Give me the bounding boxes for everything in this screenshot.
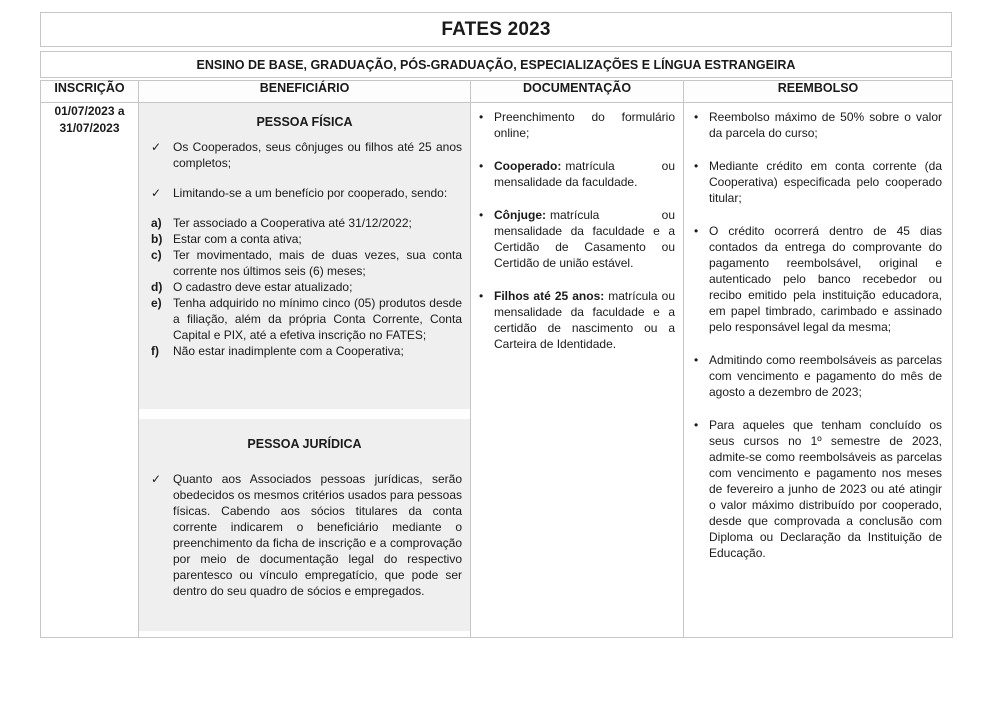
column-header-beneficiario: BENEFICIÁRIO (139, 81, 471, 103)
list-item (147, 231, 462, 247)
item-text: Não estar inadimplente com a Cooperativa; (173, 344, 404, 358)
item-body: Preenchimento do formulário online; (494, 110, 675, 140)
list-item (694, 417, 942, 561)
item-text: Para aqueles que tenham concluído os seus cursos no 1º semestre de 2023, admite-se como reembolsáveis as parcelas com vencimento e pagamento nos meses de fevereiro a junho de 2023 ou até atingir o valor máximo distribuído por cooperado, desde que comprovada a conclusão com Diploma ou Declaração da Instituição de Educação. (709, 418, 942, 560)
inscription-period (41, 103, 138, 137)
item-text: Ter movimentado, mais de duas vezes, sua conta corrente nos últimos seis (6) meses; (173, 248, 462, 278)
check-item (147, 185, 462, 201)
check-item-text: Quanto aos Associados pessoas jurídicas, serão obedecidos os mesmos critérios usados para pessoas físicas. Cabendo aos sócios titulares da conta corrente indicarem o beneficiário mediante o preenchimento da ficha de inscrição e a comprovação por meio de documentação legal do respectivo parentesco ou vínculo empregatício, que pode ser dentro do seu quadro de sócios e empregados. (173, 472, 462, 598)
title-bar (40, 12, 952, 47)
bullet-icon: • (694, 418, 699, 432)
period-line-1: 01/07/2023 a (54, 104, 125, 118)
pessoa-juridica-block (139, 419, 470, 631)
check-item (147, 139, 462, 171)
body-row (41, 103, 953, 638)
check-icon: ✓ (151, 472, 162, 486)
item-text (494, 158, 675, 190)
list-item (694, 352, 942, 400)
list-item (479, 207, 675, 271)
item-lead: Filhos até 25 anos: (494, 289, 605, 303)
item-text: Estar com a conta ativa; (173, 232, 302, 246)
document-table (40, 80, 953, 638)
item-marker: a) (151, 216, 162, 230)
check-item-text: Os Cooperados, seus cônjuges ou filhos até 25 anos completos; (173, 140, 462, 170)
bullet-icon: • (479, 208, 484, 222)
list-item (147, 279, 462, 295)
list-item (479, 288, 675, 352)
item-text: Ter associado a Cooperativa até 31/12/2022; (173, 216, 412, 230)
header-row (41, 81, 953, 103)
check-item-text: Limitando-se a um benefício por cooperado, sendo: (173, 186, 448, 200)
item-marker: d) (151, 280, 163, 294)
item-text (494, 207, 675, 271)
pessoa-fisica-block (139, 103, 470, 409)
cell-inscricao (41, 103, 139, 638)
item-lead: Cooperado: (494, 159, 562, 173)
page-title: FATES 2023 (441, 18, 551, 40)
bullet-icon: • (694, 159, 699, 173)
item-text: Admitindo como reembolsáveis as parcelas com vencimento e pagamento do mês de agosto a dezembro de 2023; (709, 353, 942, 399)
cell-reembolso (684, 103, 953, 638)
item-marker: f) (151, 344, 159, 358)
period-line-2: 31/07/2023 (59, 121, 120, 135)
column-header-documentacao: DOCUMENTAÇÃO (471, 81, 684, 103)
list-item (147, 343, 462, 359)
pessoa-juridica-heading: PESSOA JURÍDICA (247, 437, 362, 451)
documentacao-list (471, 103, 683, 358)
item-marker: c) (151, 248, 162, 262)
item-text (494, 288, 675, 352)
item-marker: e) (151, 296, 162, 310)
subtitle-bar (40, 51, 952, 78)
item-marker: b) (151, 232, 163, 246)
document-page (40, 12, 952, 638)
bullet-icon: • (694, 224, 699, 238)
item-body: matrícula ou mensalidade da faculdade. (494, 159, 675, 189)
list-item (479, 158, 675, 190)
item-lead: Cônjuge: (494, 208, 546, 222)
reembolso-list (684, 103, 952, 567)
list-item (479, 109, 675, 141)
list-item (147, 247, 462, 279)
item-body: matrícula ou mensalidade da faculdade e a Certidão de Casamento ou Certidão de união estável. (494, 208, 675, 270)
page-subtitle: ENSINO DE BASE, GRADUAÇÃO, PÓS-GRADUAÇÃO, ESPECIALIZAÇÕES E LÍNGUA ESTRANGEIRA (196, 57, 796, 72)
bullet-icon: • (479, 159, 484, 173)
lettered-list (147, 215, 462, 359)
list-item (694, 158, 942, 206)
item-body: matrícula ou mensalidade da faculdade e a certidão de nascimento ou a Carteira de Identidade. (494, 289, 675, 351)
pessoa-fisica-heading: PESSOA FÍSICA (256, 115, 353, 129)
column-header-reembolso: REEMBOLSO (684, 81, 953, 103)
list-item (694, 223, 942, 335)
check-icon: ✓ (151, 140, 162, 154)
bullet-icon: • (479, 289, 484, 303)
list-item (694, 109, 942, 141)
bullet-icon: • (479, 110, 484, 124)
item-text: Reembolso máximo de 50% sobre o valor da parcela do curso; (709, 110, 942, 140)
bullet-icon: • (694, 110, 699, 124)
item-text: Mediante crédito em conta corrente (da Cooperativa) especificada pelo cooperado titular; (709, 159, 942, 205)
list-item (147, 215, 462, 231)
cell-documentacao (471, 103, 684, 638)
item-text: Tenha adquirido no mínimo cinco (05) produtos desde a filiação, além da própria Conta Corrente, Conta Capital e PIX, até a efetiva inscrição no FATES; (173, 296, 462, 342)
cell-beneficiario (139, 103, 471, 638)
bullet-icon: • (694, 353, 699, 367)
check-icon: ✓ (151, 186, 162, 200)
item-text: O crédito ocorrerá dentro de 45 dias contados da entrega do comprovante do pagamento reembolsável, original e autenticado pelo banco recebedor ou recibo emitido pela instituição educadora, em papel timbrado, carimbado e assinado pelo responsável legal da mesma; (709, 224, 942, 334)
item-text: O cadastro deve estar atualizado; (173, 280, 353, 294)
column-header-inscricao: INSCRIÇÃO (41, 81, 139, 103)
item-text (494, 109, 675, 141)
list-item (147, 295, 462, 343)
check-item (147, 471, 462, 599)
